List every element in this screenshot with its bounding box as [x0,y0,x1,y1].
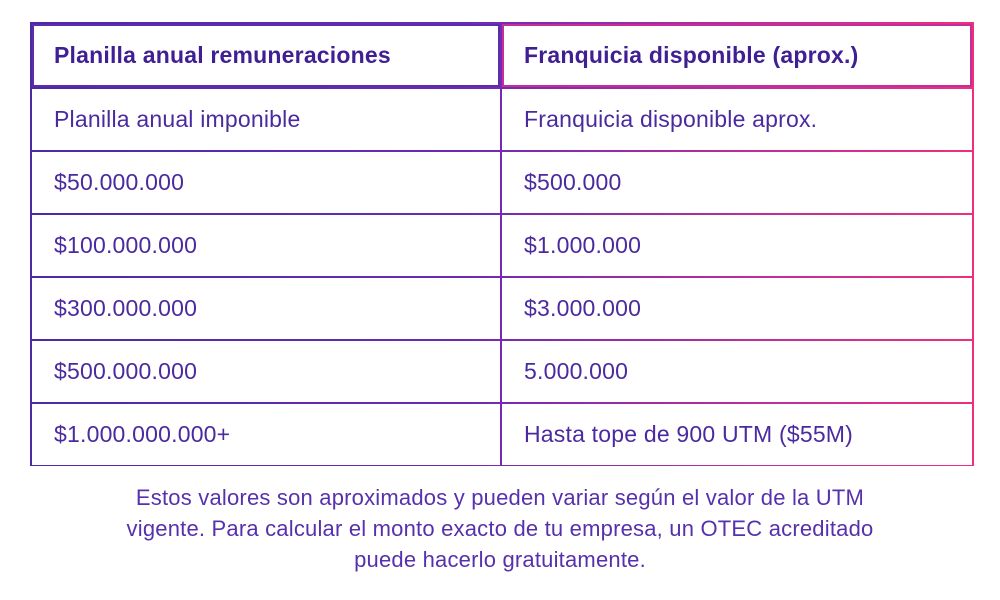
table-cell-franquicia: Franquicia disponible aprox. [502,89,972,150]
table-cell-franquicia: 5.000.000 [502,341,972,402]
table-grid [32,24,972,464]
table-cell-planilla: Planilla anual imponible [32,89,500,150]
table-cell-franquicia: $500.000 [502,152,972,213]
table-cell-franquicia: $3.000.000 [502,278,972,339]
disclaimer-line: vigente. Para calcular el monto exacto de tu empresa, un OTEC acreditado [126,516,874,541]
column-header-franquicia: Franquicia disponible (aprox.) [502,24,972,87]
disclaimer-line: puede hacerlo gratuitamente. [354,547,646,572]
disclaimer-note [0,482,1000,575]
table-cell-planilla: $100.000.000 [32,215,500,276]
table-cell-planilla: $50.000.000 [32,152,500,213]
disclaimer-line: Estos valores son aproximados y pueden variar según el valor de la UTM [135,485,865,510]
table-cell-planilla: $500.000.000 [32,341,500,402]
table-cell-franquicia: $1.000.000 [502,215,972,276]
table-cell-franquicia: Hasta tope de 900 UTM ($55M) [502,404,972,465]
table-cell-planilla: $1.000.000.000+ [32,404,500,465]
franquicia-table [30,22,974,466]
column-header-planilla: Planilla anual remuneraciones [32,24,500,87]
table-cell-planilla: $300.000.000 [32,278,500,339]
